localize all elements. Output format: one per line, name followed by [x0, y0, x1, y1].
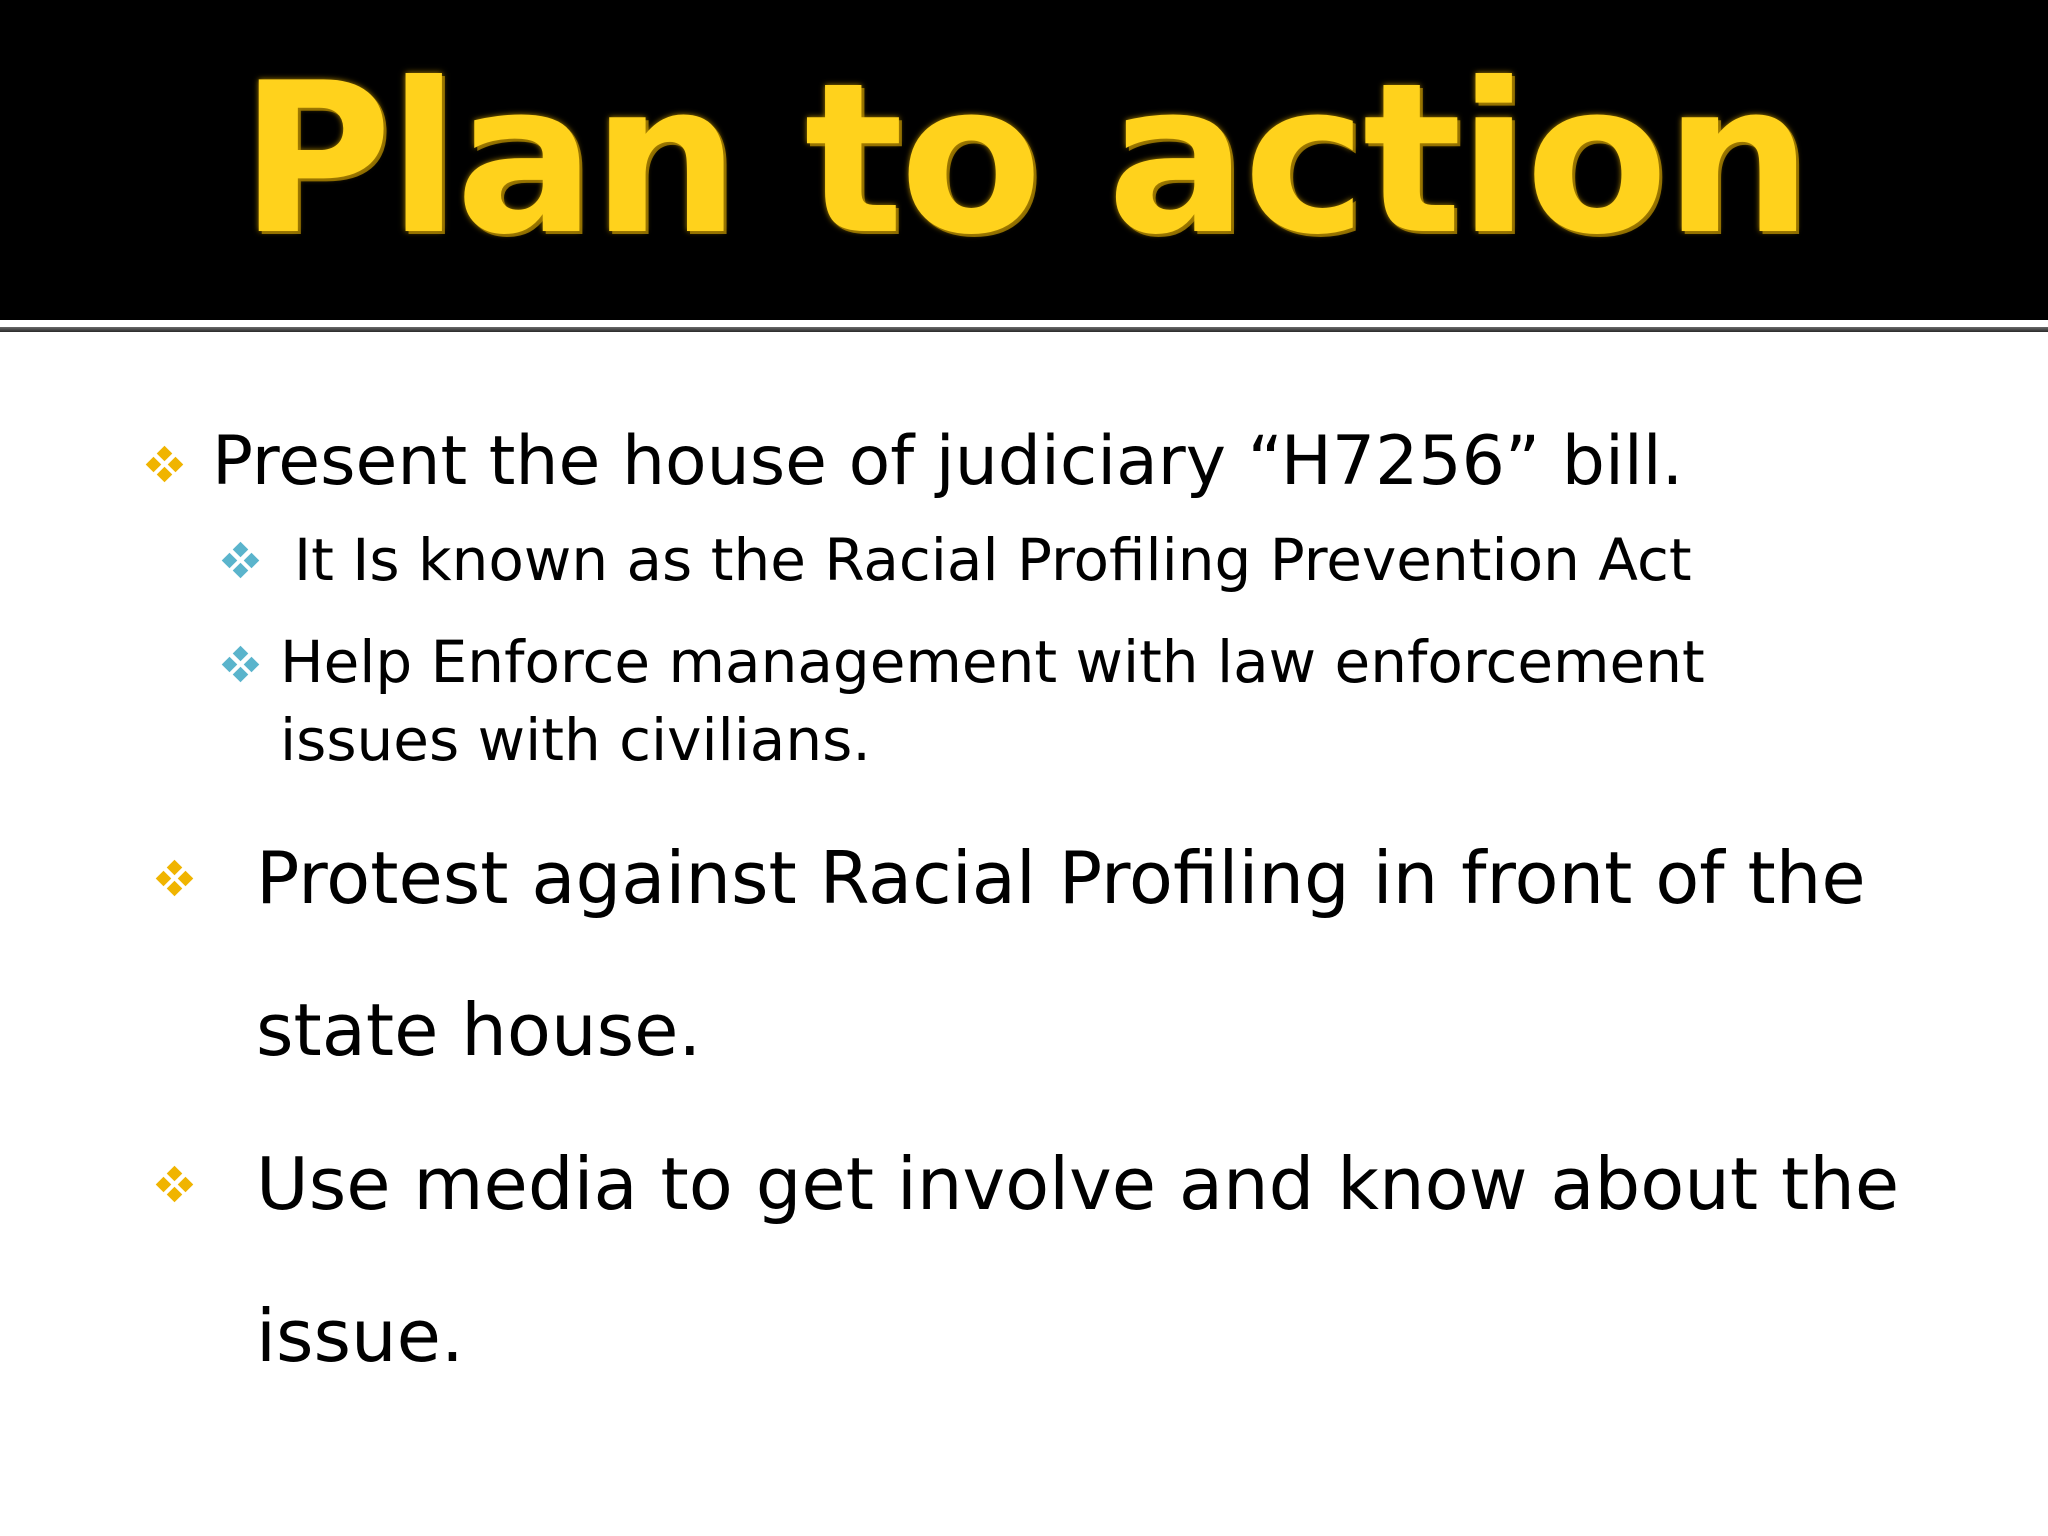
sub-bullet-1-1-text: It Is known as the Racial Profiling Prevention Act	[294, 526, 1692, 594]
sub-bullet-1-2	[222, 622, 2002, 782]
sub-bullet-1-1	[222, 522, 2002, 602]
bullet-3	[156, 1134, 2016, 1378]
diamond-cluster-icon	[156, 860, 192, 896]
bullet-1-text: Present the house of judiciary “H7256” bill.	[212, 422, 1684, 501]
bullet-1	[146, 418, 1946, 508]
diamond-cluster-icon	[222, 646, 258, 682]
sub-bullet-1-2-text: Help Enforce management with law enforcement	[280, 628, 1705, 696]
slide-title: Plan to action	[239, 39, 1809, 281]
bullet-3-line-1: Use media to get involve and know about the	[256, 1142, 1900, 1226]
bullet-2-line-2: state house.	[256, 988, 702, 1072]
diamond-cluster-icon	[146, 446, 182, 482]
diamond-cluster-icon	[222, 542, 258, 578]
bullet-2	[156, 828, 2016, 1072]
sub-bullet-1-2-text-cont: issues with civilians.	[280, 706, 871, 774]
title-divider	[0, 327, 2048, 332]
bullet-2-line-1: Protest against Racial Profiling in front of the	[256, 836, 1866, 920]
diamond-cluster-icon	[156, 1166, 192, 1202]
bullet-3-line-2: issue.	[256, 1294, 464, 1378]
